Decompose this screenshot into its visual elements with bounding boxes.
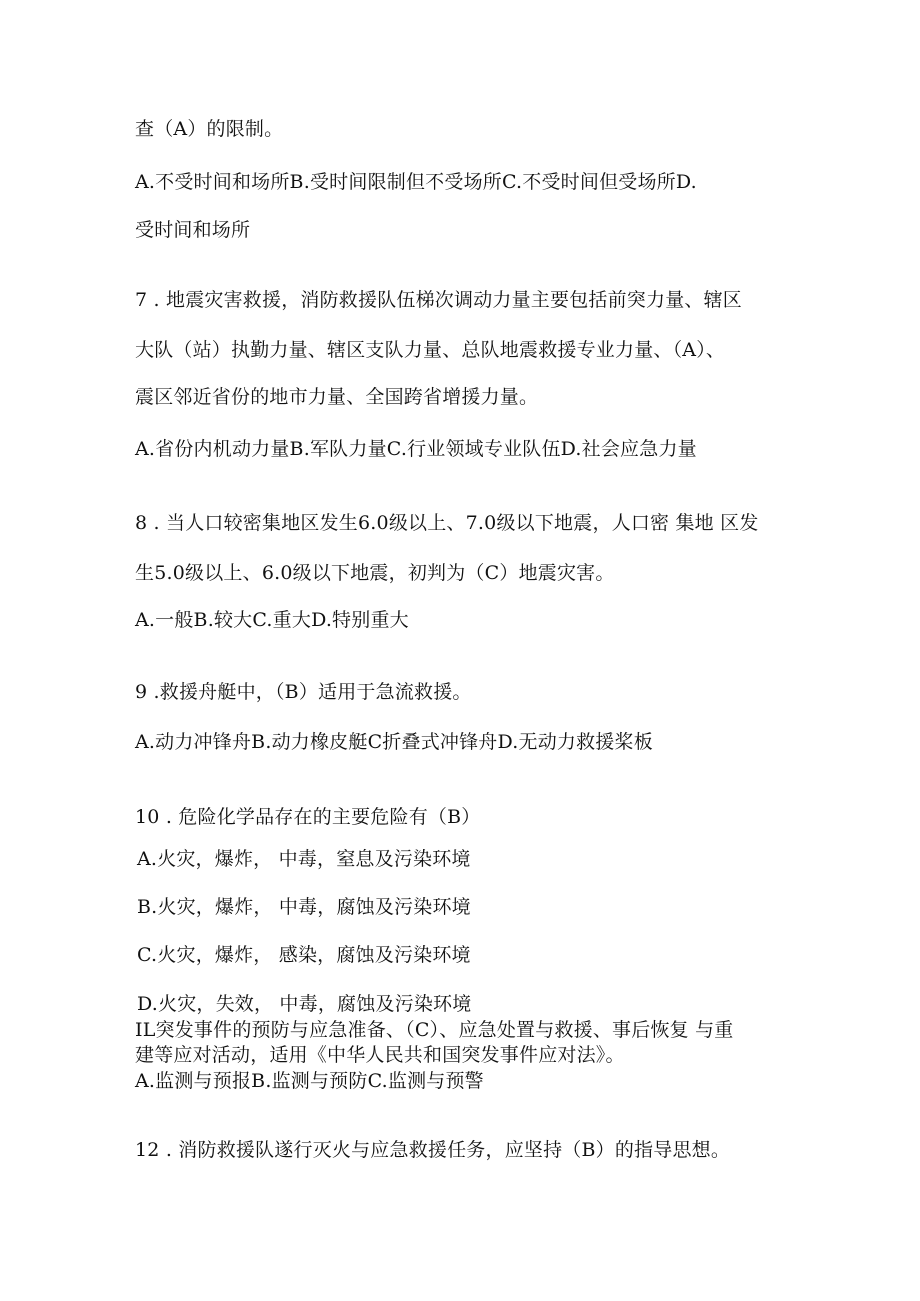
q10-option-b: B.火灾，爆炸， 中毒，腐蚀及污染环境 [137, 896, 471, 918]
q6-continuation: 查（A）的限制。 [135, 118, 284, 140]
q11-options: A.监测与预报B.监测与预防C.监测与预警 [135, 1070, 484, 1092]
q6-options: A.不受时间和场所B.受时间限制但不受场所C.不受时间但受场所D. [135, 171, 697, 193]
q9-text: 9 .救援舟艇中，（B）适用于急流救援。 [135, 681, 472, 703]
q6-options-cont: 受时间和场所 [135, 219, 251, 241]
q10-text: 10 . 危险化学品存在的主要危险有（B） [135, 806, 481, 828]
q8-options: A.一般B.较大C.重大D.特别重大 [135, 609, 409, 631]
q12-text: 12 . 消防救援队遂行灭火与应急救援任务，应坚持（B）的指导思想。 [135, 1139, 731, 1161]
q7-text-line2: 大队（站）执勤力量、辖区支队力量、总队地震救援专业力量、（A）、 [135, 339, 726, 361]
q8-text-line1: 8 . 当人口较密集地区发生6.0级以上、7.0级以下地震，人口密 集地 区发 [135, 512, 759, 534]
q11-text-line1: IL突发事件的预防与应急准备、（C）、应急处置与救援、事后恢复 与重 [135, 1019, 734, 1041]
q7-text-line1: 7 . 地震灾害救援，消防救援队伍梯次调动力量主要包括前突力量、辖区 [135, 289, 743, 311]
q10-option-a: A.火灾，爆炸， 中毒，窒息及污染环境 [137, 848, 471, 870]
q8-text-line2: 生5.0级以上、6.0级以下地震，初判为（C）地震灾害。 [135, 562, 615, 584]
q10-option-c: C.火灾，爆炸， 感染，腐蚀及污染环境 [137, 944, 471, 966]
q7-options: A.省份内机动力量B.军队力量C.行业领域专业队伍D.社会应急力量 [135, 438, 697, 460]
q10-option-d: D.火灾，失效， 中毒，腐蚀及污染环境 [137, 993, 472, 1015]
q11-text-line2: 建等应对活动，适用《中华人民共和国突发事件应对法》。 [135, 1044, 625, 1066]
q9-options: A.动力冲锋舟B.动力橡皮艇C折叠式冲锋舟D.无动力救援桨板 [135, 731, 653, 753]
q7-text-line3: 震区邻近省份的地市力量、全国跨省增援力量。 [135, 386, 539, 408]
